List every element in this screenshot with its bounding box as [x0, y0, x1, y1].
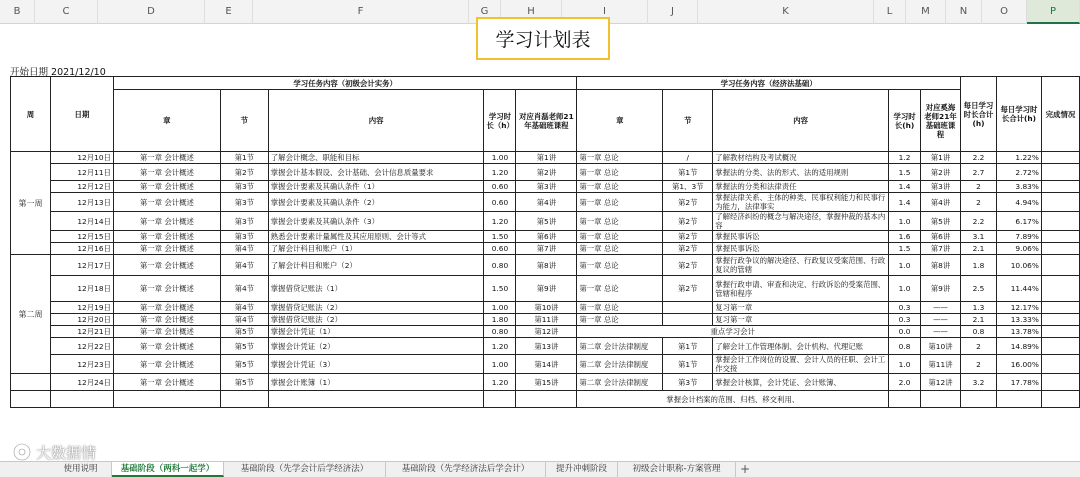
- cell-chapter[interactable]: 第一章 会计概述: [113, 338, 220, 355]
- cell-study-time-2[interactable]: 0.0: [889, 326, 921, 338]
- cell-study-time-2[interactable]: 1.6: [889, 231, 921, 243]
- cell-content[interactable]: 掌握会计要素及其确认条件（3）: [268, 212, 484, 231]
- cell-section[interactable]: 第1节: [220, 152, 268, 164]
- cell-study-time[interactable]: 0.80: [484, 255, 516, 276]
- cell-daily-total[interactable]: [960, 391, 996, 408]
- cell-section[interactable]: 第4节: [220, 255, 268, 276]
- cell-completion[interactable]: [1041, 193, 1079, 212]
- cell-chapter[interactable]: 第一章 会计概述: [113, 255, 220, 276]
- cell-daily-total[interactable]: 2: [960, 355, 996, 374]
- cell-study-time[interactable]: 1.00: [484, 355, 516, 374]
- header-teacher-course-2[interactable]: 对应奚海老师21年基础班课程: [921, 90, 961, 152]
- cell-cumulative-pct[interactable]: 17.78%: [996, 374, 1041, 391]
- cell-content[interactable]: 掌握会计凭证（3）: [268, 355, 484, 374]
- cell-daily-total[interactable]: 2.2: [960, 152, 996, 164]
- cell-content-2[interactable]: 掌握民事诉讼: [713, 231, 889, 243]
- cell-section-2[interactable]: 第2节: [663, 212, 713, 231]
- cell-section[interactable]: 第3节: [220, 193, 268, 212]
- cell-cumulative-pct[interactable]: 3.83%: [996, 181, 1041, 193]
- cell-section-2[interactable]: /: [663, 152, 713, 164]
- table-row: [11, 338, 1080, 355]
- cell-study-time-2[interactable]: 1.2: [889, 152, 921, 164]
- cell-date[interactable]: 12月18日: [50, 276, 113, 302]
- header-study-time[interactable]: 学习时长（h）: [484, 90, 516, 152]
- cell-date[interactable]: 12月16日: [50, 243, 113, 255]
- cell-content[interactable]: 了解会计科目和账户（1）: [268, 243, 484, 255]
- cell-course[interactable]: 第2讲: [516, 164, 577, 181]
- cell-cumulative-pct[interactable]: 11.44%: [996, 276, 1041, 302]
- cell-date[interactable]: 12月24日: [50, 374, 113, 391]
- cell-chapter-2[interactable]: 第一章 总论: [577, 181, 663, 193]
- cell-chapter[interactable]: 第一章 会计概述: [113, 276, 220, 302]
- cell-chapter-2[interactable]: 第一章 总论: [577, 255, 663, 276]
- cell-daily-total[interactable]: 2.7: [960, 164, 996, 181]
- cell-date[interactable]: 12月23日: [50, 355, 113, 374]
- cell-completion[interactable]: [1041, 374, 1079, 391]
- column-header-h[interactable]: H: [501, 0, 562, 24]
- cell-section[interactable]: 第2节: [220, 164, 268, 181]
- cell-date[interactable]: 12月21日: [50, 326, 113, 338]
- cell-date[interactable]: 12月17日: [50, 255, 113, 276]
- cell-section-2[interactable]: 第2节: [663, 193, 713, 212]
- column-header-d[interactable]: D: [98, 0, 205, 24]
- sheet-tab-bar: [0, 461, 1080, 477]
- header-study-time-2[interactable]: 学习时长(h): [889, 90, 921, 152]
- cell-study-time-2[interactable]: 0.3: [889, 302, 921, 314]
- week-label[interactable]: 第一周: [11, 152, 51, 255]
- cell-course[interactable]: 第3讲: [516, 181, 577, 193]
- cell-content[interactable]: 掌握借贷记账法（2）: [268, 302, 484, 314]
- table-row: [11, 193, 1080, 212]
- cell-content-2[interactable]: 了解会计工作管理体制、会计机构、代理记账: [713, 338, 889, 355]
- cell-chapter-2[interactable]: 第一章 总论: [577, 212, 663, 231]
- column-header-k[interactable]: K: [698, 0, 874, 24]
- cell-study-time-2[interactable]: 0.8: [889, 338, 921, 355]
- cell-course-2[interactable]: 第8讲: [921, 255, 961, 276]
- cell-course[interactable]: 第5讲: [516, 212, 577, 231]
- cell-study-time-2[interactable]: 2.0: [889, 374, 921, 391]
- cell-content[interactable]: 掌握会计凭证（2）: [268, 338, 484, 355]
- cell-cumulative-pct[interactable]: 6.17%: [996, 212, 1041, 231]
- tab-basic-law-first[interactable]: 基础阶段（先学经济法后学会计）: [386, 462, 546, 477]
- cell-date[interactable]: 12月22日: [50, 338, 113, 355]
- tab-instructions[interactable]: 使用说明: [50, 462, 112, 477]
- cell-course-2[interactable]: ——: [921, 326, 961, 338]
- cell-content[interactable]: [268, 391, 484, 408]
- cell-section[interactable]: 第5节: [220, 355, 268, 374]
- cell-cumulative-pct[interactable]: 9.06%: [996, 243, 1041, 255]
- sheet-title[interactable]: 学习计划表: [476, 17, 610, 60]
- cell-chapter-2[interactable]: 第一章 总论: [577, 193, 663, 212]
- cell-chapter-2[interactable]: 第一章 总论: [577, 152, 663, 164]
- table-row: [11, 164, 1080, 181]
- tab-basic-accounting-first[interactable]: 基础阶段（先学会计后学经济法）: [224, 462, 386, 477]
- cell-chapter-2[interactable]: 第一章 总论: [577, 243, 663, 255]
- cell-chapter-2[interactable]: 第一章 总论: [577, 302, 663, 314]
- cell-course[interactable]: 第1讲: [516, 152, 577, 164]
- week-label[interactable]: [11, 374, 51, 391]
- cell-study-time-2[interactable]: [889, 391, 921, 408]
- cell-content-2[interactable]: 复习第一章: [713, 314, 889, 326]
- table-row: [11, 302, 1080, 314]
- cell-content-2[interactable]: 了解经济纠纷的概念与解决途径，掌握仲裁的基本内容: [713, 212, 889, 231]
- cell-cumulative-pct[interactable]: [996, 391, 1041, 408]
- cell-chapter[interactable]: 第一章 会计概述: [113, 193, 220, 212]
- table-row: [11, 181, 1080, 193]
- cell-chapter-2[interactable]: 第一章 总论: [577, 164, 663, 181]
- cell-completion[interactable]: [1041, 255, 1079, 276]
- header-section-2[interactable]: 节: [663, 90, 713, 152]
- header-week[interactable]: 周: [11, 77, 51, 152]
- cell-content[interactable]: 掌握会计基本假设、会计基础、会计信息质量要求: [268, 164, 484, 181]
- column-header-l[interactable]: L: [874, 0, 906, 24]
- cell-completion[interactable]: [1041, 181, 1079, 193]
- cell-chapter-2[interactable]: 第二章 会计法律制度: [577, 374, 663, 391]
- cell-daily-total[interactable]: 2.5: [960, 276, 996, 302]
- cell-section-2[interactable]: 第1节: [663, 355, 713, 374]
- cell-daily-total[interactable]: 2: [960, 193, 996, 212]
- cell-course[interactable]: 第10讲: [516, 302, 577, 314]
- cell-study-time-2[interactable]: 1.0: [889, 355, 921, 374]
- cell-course[interactable]: 第13讲: [516, 338, 577, 355]
- table-row: [11, 152, 1080, 164]
- cell-course-2[interactable]: 第9讲: [921, 276, 961, 302]
- cell-chapter[interactable]: 第一章 会计概述: [113, 355, 220, 374]
- cell-daily-total[interactable]: 2.1: [960, 243, 996, 255]
- column-header-p[interactable]: P: [1027, 0, 1080, 24]
- header-chapter[interactable]: 章: [113, 90, 220, 152]
- column-header-g[interactable]: G: [469, 0, 501, 24]
- cell-section[interactable]: 第5节: [220, 326, 268, 338]
- header-content[interactable]: 内容: [268, 90, 484, 152]
- cell-section-2[interactable]: 第3节: [663, 374, 713, 391]
- cell-chapter[interactable]: 第一章 会计概述: [113, 152, 220, 164]
- cell-daily-total[interactable]: 2.1: [960, 314, 996, 326]
- column-header-e[interactable]: E: [205, 0, 253, 24]
- cell-daily-total[interactable]: 2: [960, 181, 996, 193]
- tab-sprint[interactable]: 提升冲刺阶段: [546, 462, 618, 477]
- cell-section-2[interactable]: 第2节: [663, 231, 713, 243]
- cell-section-2[interactable]: 第2节: [663, 276, 713, 302]
- column-header-n[interactable]: N: [946, 0, 982, 24]
- cell-course-2[interactable]: 第6讲: [921, 231, 961, 243]
- cell-chapter[interactable]: 第一章 会计概述: [113, 314, 220, 326]
- cell-course-2[interactable]: ——: [921, 302, 961, 314]
- cell-section[interactable]: 第4节: [220, 276, 268, 302]
- cell-course-2[interactable]: 第10讲: [921, 338, 961, 355]
- cell-content-2[interactable]: 掌握法的分类、法的形式、法的适用规则: [713, 164, 889, 181]
- cell-content[interactable]: 掌握会计要素及其确认条件（1）: [268, 181, 484, 193]
- cell-chapter[interactable]: 第一章 会计概述: [113, 302, 220, 314]
- cell-chapter-2[interactable]: 第一章 总论: [577, 314, 663, 326]
- cell-study-time[interactable]: 0.80: [484, 326, 516, 338]
- column-header-f[interactable]: F: [253, 0, 469, 24]
- cell-content[interactable]: 掌握借贷记账法（1）: [268, 276, 484, 302]
- cell-daily-total[interactable]: 1.3: [960, 302, 996, 314]
- cell-content-2[interactable]: 了解教材结构及考试概况: [713, 152, 889, 164]
- watermark-logo-icon: [12, 442, 32, 462]
- cell-daily-total[interactable]: 3.2: [960, 374, 996, 391]
- watermark-text: 大数据情: [36, 443, 97, 462]
- cell-completion[interactable]: [1041, 164, 1079, 181]
- table-row: [11, 314, 1080, 326]
- cell-study-time-2[interactable]: 1.5: [889, 164, 921, 181]
- column-header-o[interactable]: O: [982, 0, 1027, 24]
- cell-section-2[interactable]: 第1节: [663, 338, 713, 355]
- cell-completion[interactable]: [1041, 152, 1079, 164]
- cell-course-2[interactable]: 第7讲: [921, 243, 961, 255]
- cell-section-2[interactable]: [663, 314, 713, 326]
- table-row: [11, 212, 1080, 231]
- week-label[interactable]: 第二周: [11, 255, 51, 374]
- header-teacher-course[interactable]: 对应肖磊老师21年基础班课程: [516, 90, 577, 152]
- cell-course[interactable]: 第4讲: [516, 193, 577, 212]
- cell-cumulative-pct[interactable]: 1.22%: [996, 152, 1041, 164]
- cell-study-time[interactable]: 1.20: [484, 164, 516, 181]
- cell-course[interactable]: 第9讲: [516, 276, 577, 302]
- cell-section[interactable]: 第3节: [220, 231, 268, 243]
- tab-plan-management[interactable]: 初级会计职称-方案管理: [618, 462, 736, 477]
- cell-study-time[interactable]: 1.20: [484, 212, 516, 231]
- cell-chapter[interactable]: 第一章 会计概述: [113, 164, 220, 181]
- cell-content-2[interactable]: 掌握会计档案的范围、归档、移交利用、: [577, 391, 889, 408]
- watermark: [12, 441, 122, 463]
- cell-date[interactable]: 12月15日: [50, 231, 113, 243]
- cell-cumulative-pct[interactable]: 2.72%: [996, 164, 1041, 181]
- cell-study-time[interactable]: 1.20: [484, 374, 516, 391]
- cell-section-2[interactable]: [663, 302, 713, 314]
- cell-course[interactable]: 第7讲: [516, 243, 577, 255]
- cell-date[interactable]: 12月20日: [50, 314, 113, 326]
- cell-content-2[interactable]: 复习第一章: [713, 302, 889, 314]
- cell-completion[interactable]: [1041, 355, 1079, 374]
- cell-completion[interactable]: [1041, 276, 1079, 302]
- header-date[interactable]: 日期: [50, 77, 113, 152]
- cell-section[interactable]: 第4节: [220, 314, 268, 326]
- cell-section[interactable]: 第5节: [220, 374, 268, 391]
- cell-date[interactable]: 12月13日: [50, 193, 113, 212]
- cell-date[interactable]: 12月11日: [50, 164, 113, 181]
- cell-cumulative-pct[interactable]: 10.06%: [996, 255, 1041, 276]
- tab-basic-both[interactable]: 基础阶段（两科一起学）: [112, 462, 224, 477]
- cell-study-time-2[interactable]: 1.0: [889, 276, 921, 302]
- cell-content[interactable]: 掌握借贷记账法（2）: [268, 314, 484, 326]
- cell-cumulative-pct[interactable]: 13.33%: [996, 314, 1041, 326]
- cell-study-time-2[interactable]: 1.4: [889, 181, 921, 193]
- cell-daily-total[interactable]: 3.1: [960, 231, 996, 243]
- cell-course-2[interactable]: 第1讲: [921, 152, 961, 164]
- table-row: [11, 276, 1080, 302]
- cell-cumulative-pct[interactable]: 4.94%: [996, 193, 1041, 212]
- header-chapter-2[interactable]: 章: [577, 90, 663, 152]
- cell-content-2[interactable]: 掌握民事诉讼: [713, 243, 889, 255]
- header-daily-total[interactable]: 每日学习时长合计(h): [960, 77, 996, 152]
- cell-daily-total[interactable]: 2.2: [960, 212, 996, 231]
- cell-daily-total[interactable]: 2: [960, 338, 996, 355]
- cell-completion[interactable]: [1041, 391, 1079, 408]
- cell-date[interactable]: 12月14日: [50, 212, 113, 231]
- cell-content-2[interactable]: 掌握法律关系、主体的种类、民事权利能力和民事行为能力，法律事实: [713, 193, 889, 212]
- cell-course-2[interactable]: 第12讲: [921, 374, 961, 391]
- cell-daily-total[interactable]: 0.8: [960, 326, 996, 338]
- study-plan-table: [10, 76, 1080, 408]
- header-group-economic-law[interactable]: 学习任务内容（经济法基础）: [577, 77, 961, 90]
- cell-date[interactable]: 12月19日: [50, 302, 113, 314]
- cell-course[interactable]: 第12讲: [516, 326, 577, 338]
- cell-course-2[interactable]: 第11讲: [921, 355, 961, 374]
- cell-chapter-2[interactable]: 第二章 会计法律制度: [577, 355, 663, 374]
- cell-cumulative-pct[interactable]: 13.78%: [996, 326, 1041, 338]
- header-content-2[interactable]: 内容: [713, 90, 889, 152]
- cell-content-2[interactable]: 掌握会计核算，会计凭证、会计账簿、: [713, 374, 889, 391]
- cell-section[interactable]: 第4节: [220, 243, 268, 255]
- cell-daily-total[interactable]: 1.8: [960, 255, 996, 276]
- add-sheet-icon[interactable]: +: [739, 462, 751, 476]
- header-daily-total-cumulative[interactable]: 每日学习时长合计(h): [996, 77, 1041, 152]
- cell-completion[interactable]: [1041, 243, 1079, 255]
- cell-study-time-2[interactable]: 1.0: [889, 212, 921, 231]
- column-header-c[interactable]: C: [35, 0, 98, 24]
- header-section[interactable]: 节: [220, 90, 268, 152]
- cell-content[interactable]: 掌握会计账簿（1）: [268, 374, 484, 391]
- cell-content-2[interactable]: 掌握法的分类和法律责任: [713, 181, 889, 193]
- cell-course[interactable]: 第6讲: [516, 231, 577, 243]
- cell-completion[interactable]: [1041, 338, 1079, 355]
- cell-cumulative-pct[interactable]: 14.89%: [996, 338, 1041, 355]
- cell-course-2[interactable]: 第5讲: [921, 212, 961, 231]
- cell-section[interactable]: 第3节: [220, 181, 268, 193]
- cell-study-time-2[interactable]: 0.3: [889, 314, 921, 326]
- cell-study-time[interactable]: 1.50: [484, 231, 516, 243]
- cell-study-time[interactable]: [484, 391, 516, 408]
- cell-chapter[interactable]: 第一章 会计概述: [113, 231, 220, 243]
- cell-chapter[interactable]: 第一章 会计概述: [113, 212, 220, 231]
- cell-chapter-2[interactable]: 第二章 会计法律制度: [577, 338, 663, 355]
- table-row: [11, 243, 1080, 255]
- cell-completion[interactable]: [1041, 302, 1079, 314]
- cell-study-time[interactable]: 1.80: [484, 314, 516, 326]
- header-group-accounting[interactable]: 学习任务内容（初级会计实务）: [113, 77, 576, 90]
- cell-cumulative-pct[interactable]: 7.89%: [996, 231, 1041, 243]
- cell-content[interactable]: 了解会计概念、职能和目标: [268, 152, 484, 164]
- cell-study-time[interactable]: 0.60: [484, 193, 516, 212]
- cell-section[interactable]: 第4节: [220, 302, 268, 314]
- cell-section-2[interactable]: 第2节: [663, 255, 713, 276]
- cell-course-2[interactable]: 第2讲: [921, 164, 961, 181]
- cell-section-2[interactable]: 第2节: [663, 243, 713, 255]
- column-header-j[interactable]: J: [648, 0, 698, 24]
- cell-content-2[interactable]: 掌握会计工作岗位的设置、会计人员的任职、会计工作交接: [713, 355, 889, 374]
- cell-cumulative-pct[interactable]: 16.00%: [996, 355, 1041, 374]
- cell-study-time-2[interactable]: 1.0: [889, 255, 921, 276]
- table-row: [11, 391, 1080, 408]
- cell-study-time[interactable]: 0.60: [484, 181, 516, 193]
- start-date[interactable]: 开始日期 2021/12/10: [10, 67, 106, 78]
- cell-chapter[interactable]: [113, 391, 220, 408]
- table-row: [11, 231, 1080, 243]
- cell-course[interactable]: 第11讲: [516, 314, 577, 326]
- column-header-b[interactable]: B: [0, 0, 35, 24]
- cell-content[interactable]: 掌握会计要素及其确认条件（2）: [268, 193, 484, 212]
- cell-course-2[interactable]: [921, 391, 961, 408]
- header-completion[interactable]: 完成情况: [1041, 77, 1079, 152]
- cell-chapter-2[interactable]: 第一章 总论: [577, 231, 663, 243]
- cell-chapter-2[interactable]: 第一章 总论: [577, 276, 663, 302]
- cell-course-2[interactable]: ——: [921, 314, 961, 326]
- cell-course[interactable]: [516, 391, 577, 408]
- cell-course[interactable]: 第15讲: [516, 374, 577, 391]
- cell-study-time[interactable]: 1.50: [484, 276, 516, 302]
- cell-content[interactable]: 掌握会计凭证（1）: [268, 326, 484, 338]
- column-header-m[interactable]: M: [906, 0, 946, 24]
- cell-content[interactable]: 了解会计科目和账户（2）: [268, 255, 484, 276]
- cell-content-2[interactable]: 重点学习会计: [577, 326, 889, 338]
- cell-content-2[interactable]: 掌握行政争议的解决途径、行政复议受案范围、行政复议的管辖: [713, 255, 889, 276]
- cell-section[interactable]: 第3节: [220, 212, 268, 231]
- cell-content[interactable]: 熟悉会计要素计量属性及其应用原则、会计等式: [268, 231, 484, 243]
- table-row: [11, 355, 1080, 374]
- cell-content-2[interactable]: 掌握行政申请、审查和决定、行政诉讼的受案范围、管辖和程序: [713, 276, 889, 302]
- cell-date[interactable]: [50, 391, 113, 408]
- cell-course[interactable]: 第14讲: [516, 355, 577, 374]
- week-label[interactable]: [11, 391, 51, 408]
- table-row: [11, 255, 1080, 276]
- cell-study-time[interactable]: 1.00: [484, 152, 516, 164]
- cell-completion[interactable]: [1041, 231, 1079, 243]
- cell-section[interactable]: [220, 391, 268, 408]
- cell-cumulative-pct[interactable]: 12.17%: [996, 302, 1041, 314]
- cell-completion[interactable]: [1041, 212, 1079, 231]
- cell-study-time[interactable]: 1.00: [484, 302, 516, 314]
- table-row: [11, 374, 1080, 391]
- cell-section-2[interactable]: 第1、3节: [663, 181, 713, 193]
- cell-section-2[interactable]: 第1节: [663, 164, 713, 181]
- cell-study-time[interactable]: 0.60: [484, 243, 516, 255]
- column-header-i[interactable]: I: [562, 0, 648, 24]
- cell-completion[interactable]: [1041, 326, 1079, 338]
- cell-study-time[interactable]: 1.20: [484, 338, 516, 355]
- cell-section[interactable]: 第5节: [220, 338, 268, 355]
- cell-date[interactable]: 12月12日: [50, 181, 113, 193]
- table-row: [11, 326, 1080, 338]
- cell-study-time-2[interactable]: 1.4: [889, 193, 921, 212]
- cell-course-2[interactable]: 第3讲: [921, 181, 961, 193]
- cell-chapter[interactable]: 第一章 会计概述: [113, 243, 220, 255]
- cell-chapter[interactable]: 第一章 会计概述: [113, 326, 220, 338]
- cell-date[interactable]: 12月10日: [50, 152, 113, 164]
- cell-chapter[interactable]: 第一章 会计概述: [113, 374, 220, 391]
- cell-study-time-2[interactable]: 1.5: [889, 243, 921, 255]
- cell-completion[interactable]: [1041, 314, 1079, 326]
- cell-chapter[interactable]: 第一章 会计概述: [113, 181, 220, 193]
- cell-course-2[interactable]: 第4讲: [921, 193, 961, 212]
- cell-course[interactable]: 第8讲: [516, 255, 577, 276]
